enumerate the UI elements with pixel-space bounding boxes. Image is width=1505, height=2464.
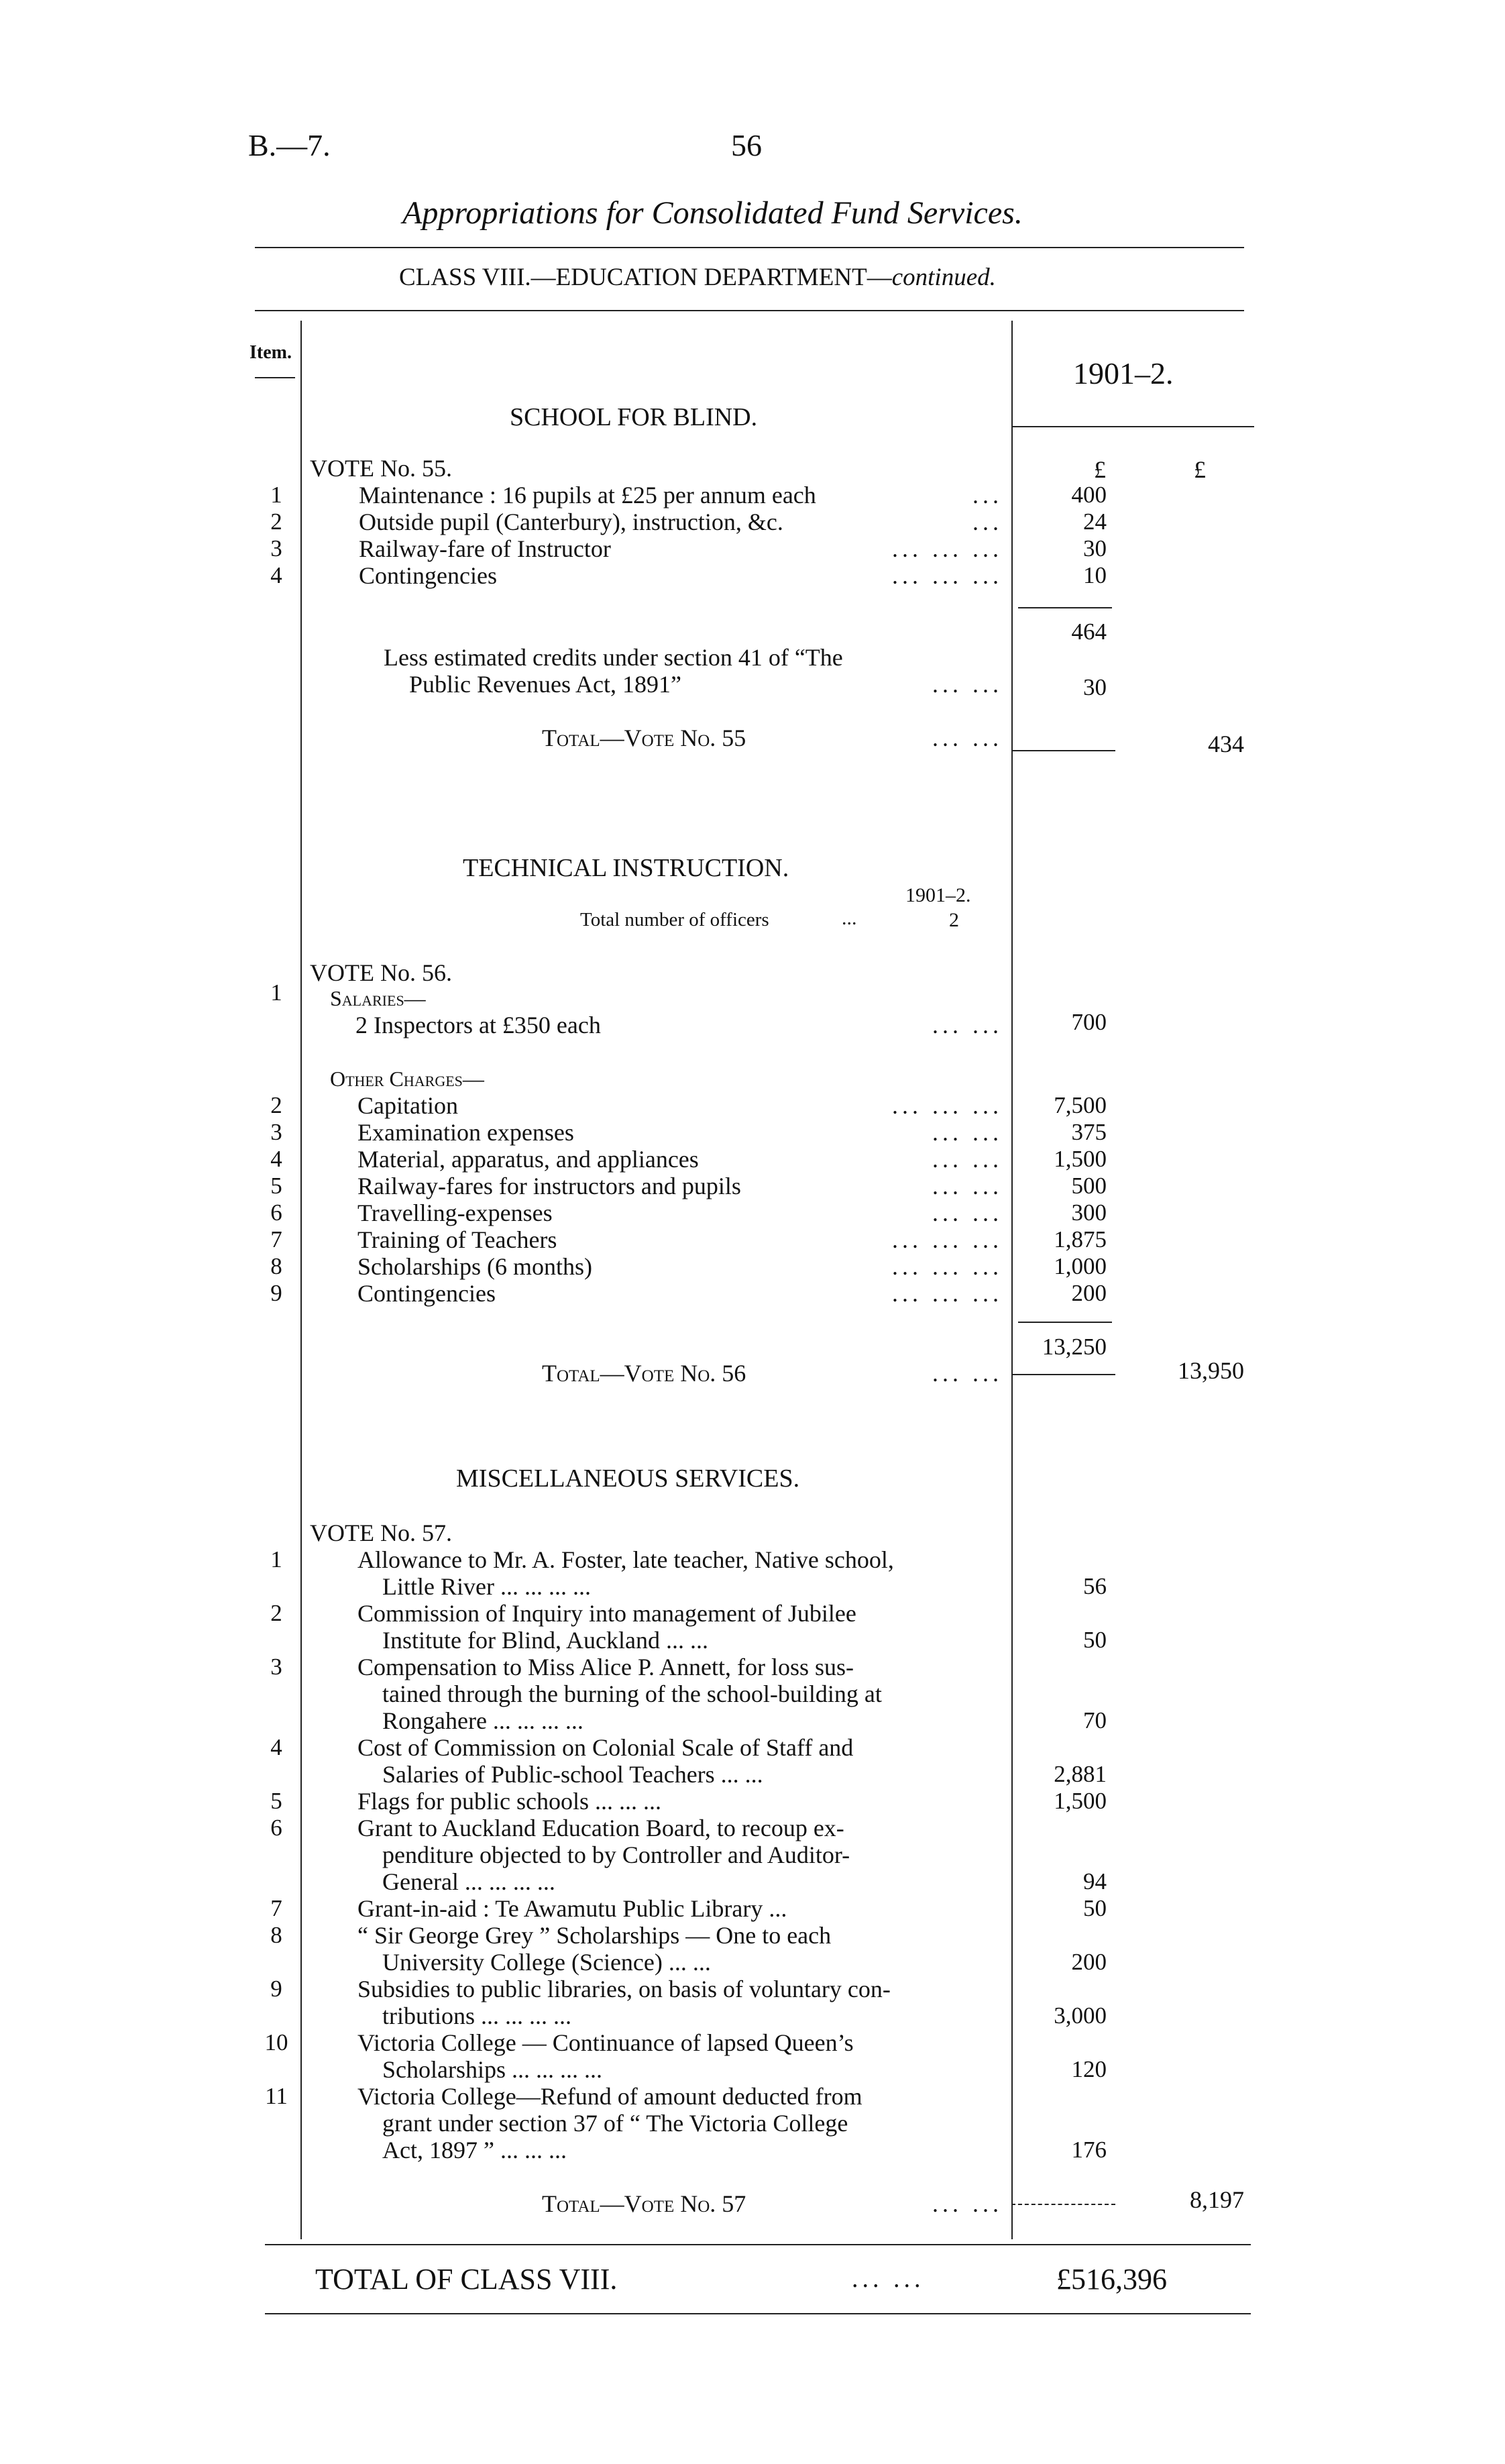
misc-item-desc-line: tributions ... ... ... ... [382,2002,572,2029]
other-charges-label: Other Charges— [330,1067,484,1091]
vote-55-label: VOTE No. 55. [310,455,452,482]
misc-item-amount: 2,881 [1054,1761,1107,1787]
technical-item-number: 7 [270,1226,282,1252]
technical-item-amount: 1,500 [1054,1146,1107,1172]
technical-item-number: 9 [270,1280,282,1306]
technical-item-amount: 300 [1071,1199,1107,1226]
salary-item-desc: 2 Inspectors at £350 each [355,1012,601,1038]
technical-item-desc: Travelling-expenses [357,1199,553,1226]
misc-item-amount: 50 [1083,1627,1107,1653]
blind-item-number: 3 [270,535,282,561]
misc-item-number: 8 [270,1922,282,1948]
blind-item-number: 4 [270,562,282,588]
grand-total-bottom-rule [265,2313,1251,2314]
technical-subtotal-rule [1018,1322,1112,1323]
vote-56-total: 13,950 [1178,1357,1244,1384]
technical-item-dots: ... ... ... [892,1253,1003,1280]
item-column-header: Item. [249,342,292,363]
blind-item-amount: 400 [1071,482,1107,508]
year-column-header: 1901–2. [1073,356,1174,390]
misc-item-desc-line: Scholarships ... ... ... ... [382,2056,602,2083]
blind-item-amount: 30 [1083,535,1107,561]
class-heading-rule [255,310,1244,311]
misc-item-desc-line: Rongahere ... ... ... ... [382,1707,583,1734]
vote-56-label: VOTE No. 56. [310,959,452,986]
year-header-rule [1011,426,1254,427]
class-heading: CLASS VIII.—EDUCATION DEPARTMENT—continued. [399,264,996,291]
officers-count: 2 [949,909,959,931]
title-rule [255,247,1244,248]
technical-item-amount: 7,500 [1054,1092,1107,1118]
technical-item-number: 6 [270,1199,282,1226]
misc-item-amount: 120 [1071,2056,1107,2082]
technical-subtotal: 13,250 [1042,1334,1107,1360]
page-number: 56 [731,128,762,162]
salary-item-number: 1 [270,979,282,1006]
blind-item-amount: 10 [1083,562,1107,588]
misc-item-amount: 176 [1071,2137,1107,2163]
misc-item-number: 2 [270,1600,282,1626]
vote-57-total: 8,197 [1190,2186,1244,2213]
misc-item-amount: 50 [1083,1895,1107,1921]
misc-item-desc-line: Act, 1897 ” ... ... ... [382,2137,567,2163]
misc-item-desc-line: Little River ... ... ... ... [382,1573,591,1600]
technical-item-number: 3 [270,1119,282,1145]
grand-total-amount: £516,396 [1056,2263,1167,2296]
officers-year: 1901–2. [905,884,971,906]
misc-item-amount: 1,500 [1054,1788,1107,1814]
salary-item-dots: ... ... [932,1012,1003,1038]
blind-item-number: 1 [270,482,282,508]
technical-item-desc: Scholarships (6 months) [357,1253,592,1280]
item-header-rule [255,377,295,378]
page-reference: B.—7. [248,128,331,162]
misc-item-desc-line: penditure objected to by Controller and Auditor- [382,1841,850,1868]
misc-item-desc-line: Commission of Inquiry into management of Jubilee [357,1600,856,1627]
blind-less-credits-line1: Less estimated credits under section 41 of “The [384,644,843,671]
misc-item-desc-line: General ... ... ... ... [382,1868,555,1895]
blind-subtotal: 464 [1071,619,1107,645]
misc-item-desc-line: Flags for public schools ... ... ... [357,1788,661,1815]
currency-symbol-total: £ [1194,456,1206,483]
grand-total-top-rule [265,2244,1251,2245]
misc-item-desc-line: “ Sir George Grey ” Scholarships — One to each [357,1922,832,1949]
technical-item-desc: Capitation [357,1092,458,1119]
misc-item-desc-line: Grant to Auckland Education Board, to recoup ex- [357,1815,844,1841]
vote-57-label: VOTE No. 57. [310,1519,452,1546]
vote-55-total-dots: ... ... [932,725,1003,751]
officers-dots: ... [842,907,857,929]
technical-item-dots: ... ... [932,1199,1003,1226]
technical-item-number: 8 [270,1253,282,1279]
misc-item-desc-line: Compensation to Miss Alice P. Annett, for loss sus- [357,1654,854,1680]
officers-label: Total number of officers [580,909,769,930]
misc-item-number: 6 [270,1815,282,1841]
technical-item-dots: ... ... [932,1173,1003,1199]
technical-item-amount: 375 [1071,1119,1107,1145]
technical-item-amount: 500 [1071,1173,1107,1199]
vote-56-total-rule [1011,1374,1115,1375]
misc-item-number: 11 [265,2083,288,2109]
blind-item-number: 2 [270,508,282,535]
technical-item-number: 2 [270,1092,282,1118]
item-column-divider [300,321,302,2239]
blind-subtotal-rule [1018,607,1112,608]
page-title: Appropriations for Consolidated Fund Services. [402,195,1023,231]
vote-56-total-label: Total—Vote No. 56 [542,1360,746,1387]
technical-item-dots: ... ... [932,1119,1003,1146]
technical-item-dots: ... ... ... [892,1226,1003,1253]
technical-item-desc: Training of Teachers [357,1226,557,1253]
misc-item-desc-line: University College (Science) ... ... [382,1949,711,1976]
technical-item-desc: Railway-fares for instructors and pupils [357,1173,741,1199]
misc-item-number: 7 [270,1895,282,1921]
vote-57-total-rule [1011,2204,1115,2205]
blind-item-dots: ... [972,482,1003,508]
misc-item-desc-line: Salaries of Public-school Teachers ... ... [382,1761,763,1788]
misc-item-desc-line: Allowance to Mr. A. Foster, late teacher, Native school, [357,1546,894,1573]
vote-55-total-rule [1011,750,1115,751]
blind-item-dots: ... ... ... [892,535,1003,562]
misc-item-desc-line: Grant-in-aid : Te Awamutu Public Library ... [357,1895,787,1922]
blind-item-dots: ... ... ... [892,562,1003,589]
blind-item-desc: Outside pupil (Canterbury), instruction, &c. [359,508,783,535]
misc-item-number: 4 [270,1734,282,1760]
misc-item-number: 9 [270,1976,282,2002]
misc-item-desc-line: grant under section 37 of “ The Victoria College [382,2110,848,2137]
misc-item-number: 1 [270,1546,282,1572]
misc-item-number: 10 [264,2029,288,2055]
salary-item-amount: 700 [1071,1009,1107,1035]
technical-item-desc: Material, apparatus, and appliances [357,1146,699,1173]
section-heading-miscellaneous-services: MISCELLANEOUS SERVICES. [456,1464,800,1493]
misc-item-desc-line: Cost of Commission on Colonial Scale of Staff and [357,1734,854,1761]
section-heading-school-for-blind: SCHOOL FOR BLIND. [510,403,758,431]
currency-symbol-sub: £ [1094,456,1106,483]
technical-item-dots: ... ... ... [892,1092,1003,1119]
misc-item-amount: 56 [1083,1573,1107,1599]
blind-item-amount: 24 [1083,508,1107,535]
technical-item-amount: 1,000 [1054,1253,1107,1279]
section-heading-technical-instruction: TECHNICAL INSTRUCTION. [463,854,789,882]
vote-57-total-label: Total—Vote No. 57 [542,2190,746,2217]
misc-item-amount: 94 [1083,1868,1107,1894]
vote-55-total-label: Total—Vote No. 55 [542,725,746,751]
misc-item-amount: 3,000 [1054,2002,1107,2029]
technical-item-desc: Contingencies [357,1280,496,1307]
misc-item-desc-line: tained through the burning of the school-building at [382,1680,882,1707]
misc-item-desc-line: Victoria College—Refund of amount deducted from [357,2083,862,2110]
blind-item-desc: Contingencies [359,562,497,589]
blind-less-credits-line2: Public Revenues Act, 1891” [409,671,681,698]
misc-item-number: 3 [270,1654,282,1680]
misc-item-amount: 200 [1071,1949,1107,1975]
blind-less-credits-amount: 30 [1083,674,1107,700]
salaries-label: Salaries— [330,986,426,1010]
blind-item-desc: Maintenance : 16 pupils at £25 per annum each [359,482,816,508]
technical-item-number: 5 [270,1173,282,1199]
misc-item-desc-line: Institute for Blind, Auckland ... ... [382,1627,708,1654]
blind-less-credits-dots: ... ... [932,671,1003,698]
grand-total-label: TOTAL OF CLASS VIII. [315,2263,618,2296]
technical-item-number: 4 [270,1146,282,1172]
misc-item-amount: 70 [1083,1707,1107,1733]
blind-item-desc: Railway-fare of Instructor [359,535,611,562]
technical-item-desc: Examination expenses [357,1119,574,1146]
misc-item-desc-line: Victoria College — Continuance of lapsed Queen’s [357,2029,854,2056]
technical-item-dots: ... ... [932,1146,1003,1173]
blind-item-dots: ... [972,508,1003,535]
grand-total-dots: ... ... [852,2265,925,2293]
misc-item-desc-line: Subsidies to public libraries, on basis of voluntary con- [357,1976,891,2002]
technical-item-amount: 200 [1071,1280,1107,1306]
vote-55-total: 434 [1208,731,1244,757]
technical-item-amount: 1,875 [1054,1226,1107,1252]
misc-item-number: 5 [270,1788,282,1814]
vote-57-total-dots: ... ... [932,2190,1003,2217]
technical-item-dots: ... ... ... [892,1280,1003,1307]
vote-56-total-dots: ... ... [932,1360,1003,1387]
